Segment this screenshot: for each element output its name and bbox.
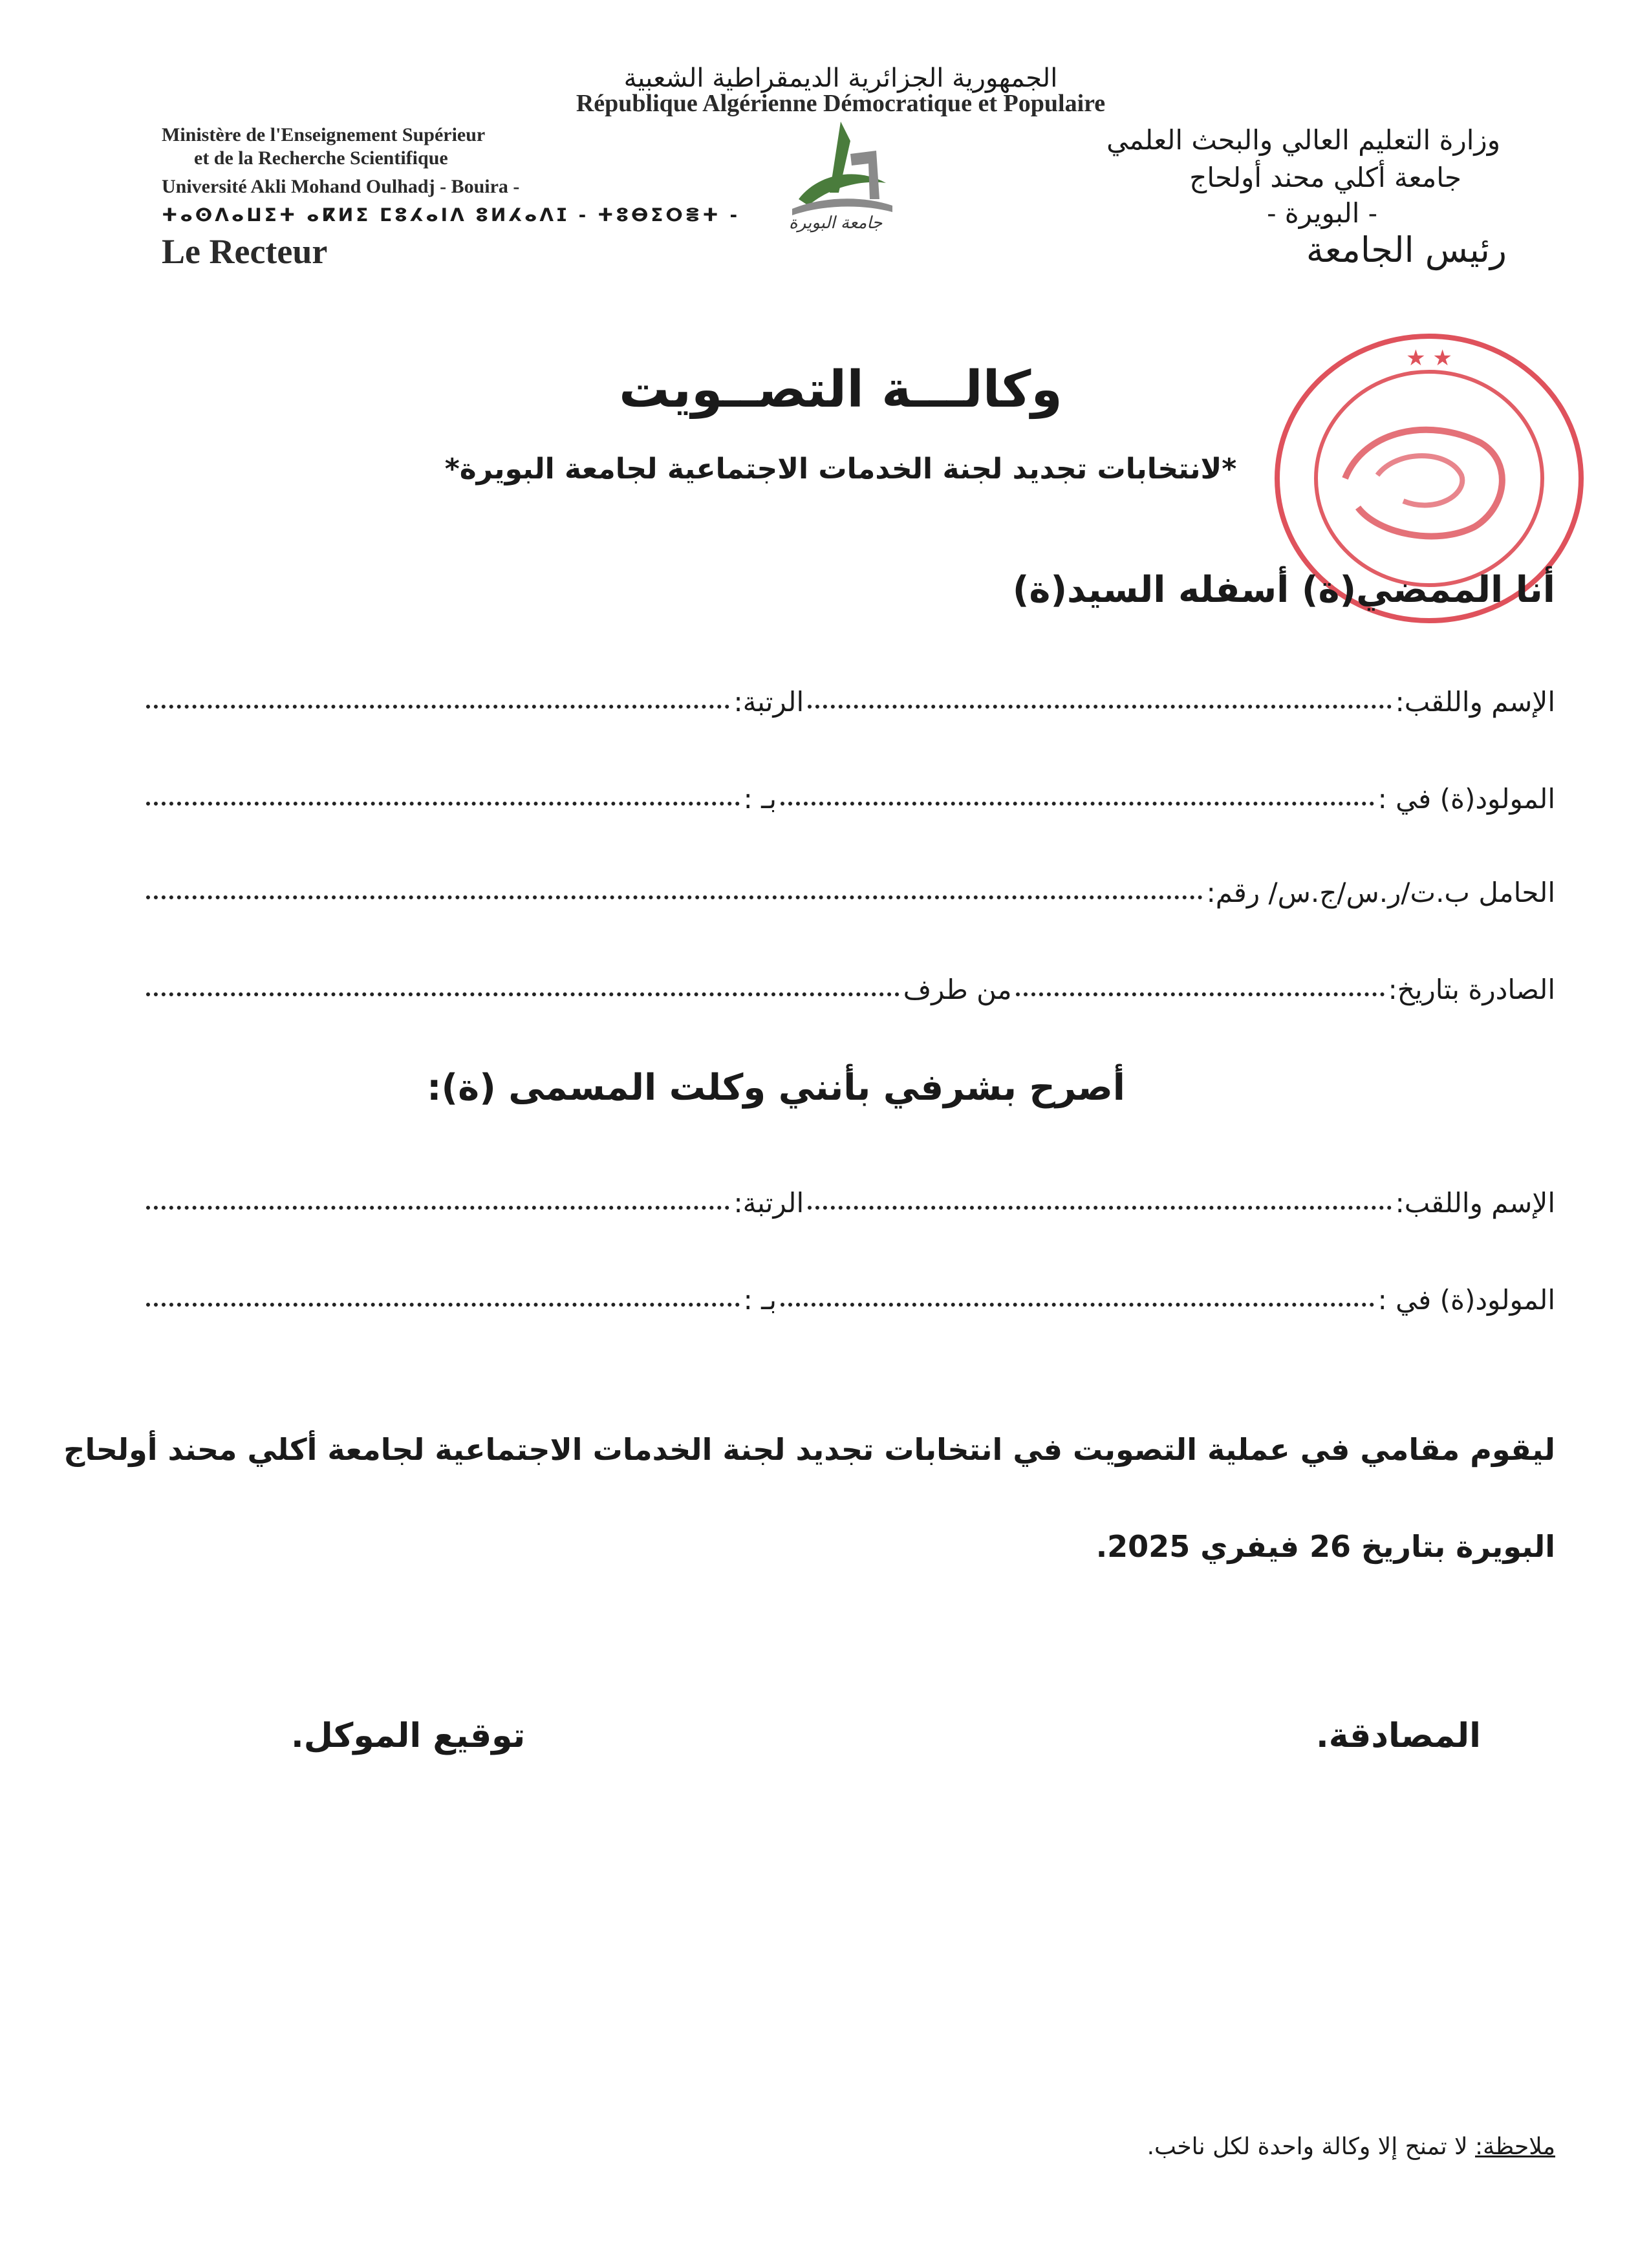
- footnote: [1147, 2134, 1555, 2160]
- statement-line-1: ليقوم مقامي في عملية التصويت في انتخابات تجديد لجنة الخدمات الاجتماعية لجامعة أكلي محند أولحاج: [63, 1432, 1555, 1467]
- signature-label: توقيع الموكل.: [291, 1717, 526, 1755]
- field-proxy-birth: [142, 1270, 1555, 1316]
- field-proxy-name-rank: [142, 1173, 1555, 1219]
- input-proxy-birthdate[interactable]: [781, 1303, 1374, 1307]
- field-principal-name-rank: [142, 672, 1555, 718]
- section-proxy-heading: أصرح بشرفي بأنني وكلت المسمى (ة):: [427, 1067, 1125, 1109]
- header-french-republic: République Algérienne Démocratique et Populaire: [576, 90, 1106, 117]
- svg-text:★ ★: ★ ★: [1406, 345, 1452, 371]
- statement-line-2: البويرة بتاريخ 26 فيفري 2025.: [1095, 1529, 1555, 1564]
- header-arabic-university: جامعة أكلي محند أولحاج: [1189, 162, 1461, 193]
- footnote-text: لا تمنح إلا وكالة واحدة لكل ناخب.: [1147, 2134, 1468, 2160]
- header-french-rector: Le Recteur: [162, 232, 328, 271]
- document-title: وكالـــة التصــويت: [619, 361, 1062, 419]
- header-arabic-ministry: وزارة التعليم العالي والبحث العلمي: [1106, 124, 1500, 156]
- label-proxy-born-at: بـ :: [743, 1284, 777, 1316]
- label-principal-issued-by: من طرف: [903, 974, 1012, 1005]
- header-tifinagh-university: ⵜⴰⵙⴷⴰⵡⵉⵜ ⴰⴽⵍⵉ ⵎⵓⵃⴰⵏⴷ ⵓⵍⵃⴰⴷⵊ - ⵜⵓⴱⵉⵔⴻⵜ -: [162, 204, 740, 226]
- label-principal-born: المولود(ة) في :: [1377, 783, 1555, 815]
- input-principal-rank[interactable]: [146, 705, 729, 709]
- input-principal-birthplace[interactable]: [146, 802, 740, 806]
- label-proxy-born: المولود(ة) في :: [1377, 1284, 1555, 1316]
- section-principal-heading: أنا الممضي(ة) أسفله السيد(ة): [1012, 569, 1555, 611]
- header-arabic-city: - البويرة -: [1267, 197, 1377, 229]
- approval-label: المصادقة.: [1316, 1717, 1481, 1755]
- header-french-ministry-2: et de la Recherche Scientifique: [194, 147, 448, 169]
- input-principal-name[interactable]: [808, 705, 1391, 709]
- label-proxy-name: الإسم واللقب:: [1395, 1187, 1555, 1219]
- input-principal-birthdate[interactable]: [781, 802, 1374, 806]
- label-principal-rank: الرتبة:: [733, 686, 804, 718]
- label-principal-issued: الصادرة بتاريخ:: [1388, 974, 1555, 1005]
- document-subtitle: *لانتخابات تجديد لجنة الخدمات الاجتماعية لجامعة البويرة*: [444, 453, 1237, 486]
- label-principal-id: الحامل ب.ت/ر.س/ج.س/ رقم:: [1206, 877, 1555, 908]
- header-arabic-republic: الجمهورية الجزائرية الديمقراطية الشعبية: [623, 63, 1058, 93]
- header-french-ministry-1: Ministère de l'Enseignement Supérieur: [162, 124, 486, 145]
- label-principal-name: الإسم واللقب:: [1395, 686, 1555, 718]
- label-proxy-rank: الرتبة:: [733, 1187, 804, 1219]
- input-principal-id[interactable]: [146, 895, 1203, 899]
- input-proxy-name[interactable]: [808, 1206, 1391, 1210]
- field-principal-id: [142, 863, 1555, 908]
- input-proxy-rank[interactable]: [146, 1206, 729, 1210]
- input-principal-issued-by[interactable]: [146, 992, 900, 996]
- field-principal-issued: [142, 960, 1555, 1005]
- logo-caption: جامعة البويرة: [789, 213, 883, 233]
- field-principal-birth: [142, 769, 1555, 815]
- input-proxy-birthplace[interactable]: [146, 1303, 740, 1307]
- input-principal-issued-date[interactable]: [1016, 992, 1385, 996]
- footnote-label: ملاحظة:: [1475, 2134, 1555, 2160]
- label-principal-born-at: بـ :: [743, 783, 777, 815]
- header-french-university: Université Akli Mohand Oulhadj - Bouira -: [162, 176, 520, 197]
- header-arabic-rector: رئيس الجامعة: [1306, 230, 1507, 270]
